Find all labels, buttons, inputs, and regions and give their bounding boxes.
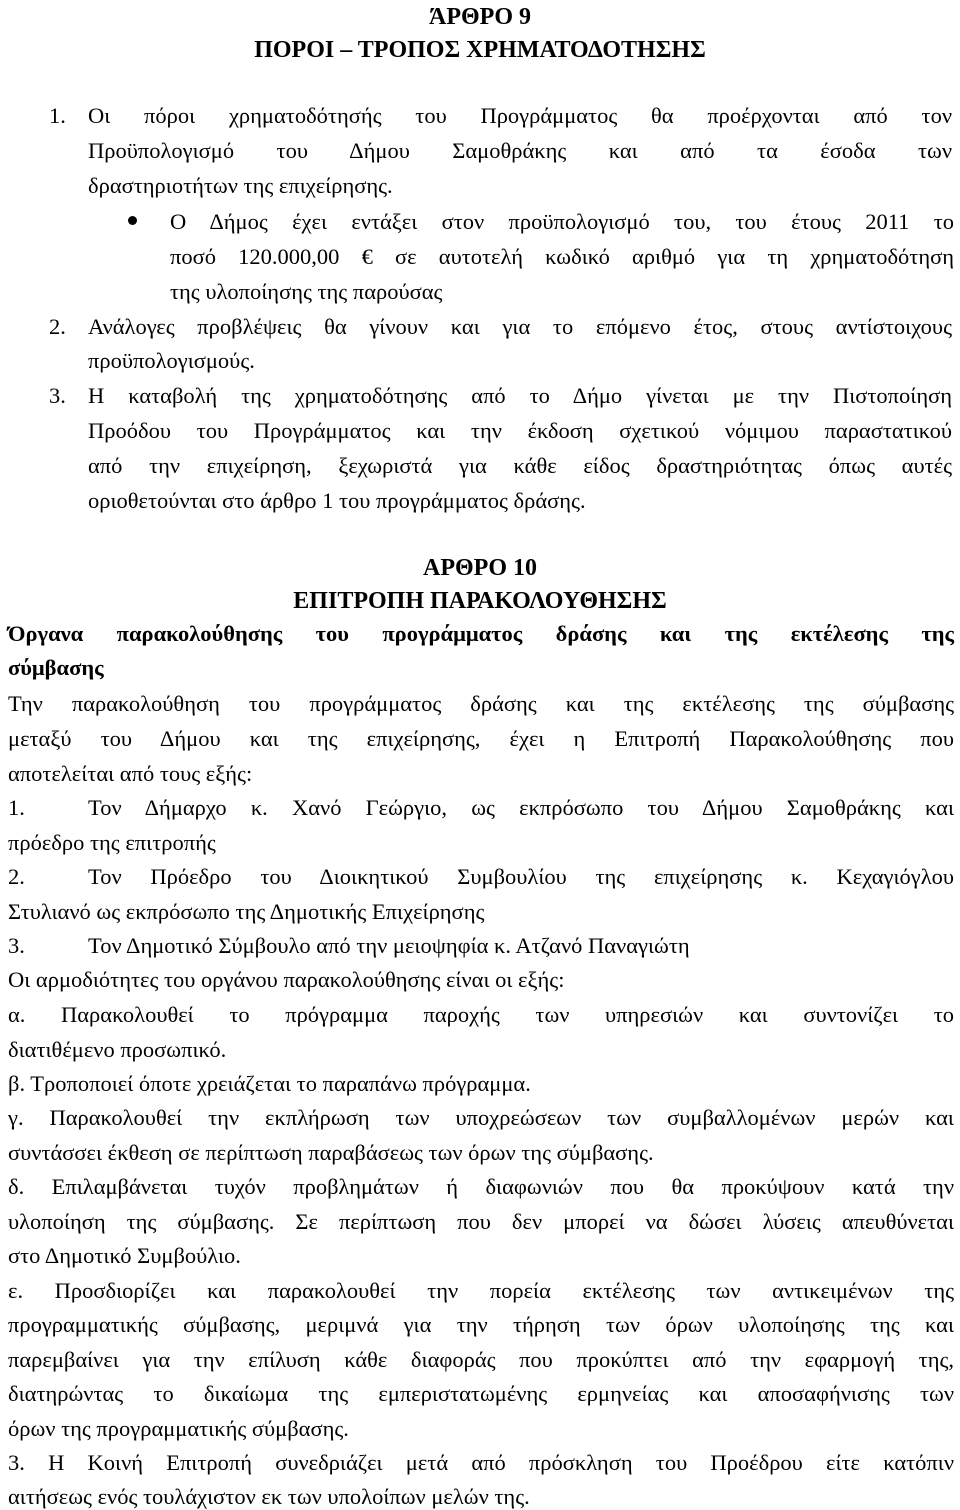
bullet-line: Ο Δήμος έχει εντάξει στον προϋπολογισμό του, του έτους 2011 το bbox=[170, 209, 954, 234]
paragraph-3-final-line: 3. Η Κοινή Επιτροπή συνεδριάζει μετά από πρόσκληση του Προέδρου είτε κατόπιν bbox=[8, 1450, 954, 1475]
bold-section-title: σύμβασης bbox=[8, 655, 104, 680]
bullet-dot-icon bbox=[128, 216, 137, 225]
member-2-line: Στυλιανό ως εκπρόσωπο της Δημοτικής Επιχείρησης bbox=[8, 899, 485, 924]
member-2-number: 2. bbox=[8, 864, 25, 889]
member-1-number: 1. bbox=[8, 795, 25, 820]
duty-e-line: παρεμβαίνει για την επίλυση κάθε διαφοράς που προκύπτει από την εφαρμογή της, bbox=[8, 1347, 954, 1372]
duty-d-line: στο Δημοτικό Συμβούλιο. bbox=[8, 1243, 241, 1268]
duty-d-line: δ. Επιλαμβάνεται τυχόν προβλημάτων ή διαφωνιών που θα προκύψουν κατά την bbox=[8, 1174, 954, 1199]
paragraph-1-line: Προϋπολογισμό του Δήμου Σαμοθράκης και από τα έσοδα των bbox=[88, 138, 952, 163]
paragraph-3-line: οριοθετούνται στο άρθρο 1 του προγράμματος δράσης. bbox=[88, 488, 586, 513]
duties-intro: Οι αρμοδιότητες του οργάνου παρακολούθησης είναι οι εξής: bbox=[8, 967, 565, 992]
duty-e-line: ε. Προσδιορίζει και παρακολουθεί την πορεία εκτέλεσης των αντικειμένων της bbox=[8, 1278, 954, 1303]
article-10-heading: ΑΡΘΡΟ 10 bbox=[423, 555, 537, 581]
bullet-line: της υλοποίησης της παρούσας bbox=[170, 279, 443, 304]
paragraph-2-number: 2. bbox=[49, 314, 66, 339]
bold-section-title: Όργανα παρακολούθησης του προγράμματος δράσης και της εκτέλεσης της bbox=[8, 621, 954, 646]
article-10-subheading: ΕΠΙΤΡΟΠΗ ΠΑΡΑΚΟΛΟΥΘΗΣΗΣ bbox=[293, 588, 667, 614]
paragraph-2-line: Ανάλογες προβλέψεις θα γίνουν και για το επόμενο έτος, στους αντίστοιχους bbox=[88, 314, 952, 339]
paragraph-3-final-line: αιτήσεως ενός τουλάχιστον εκ των υπολοίπων μελών της. bbox=[8, 1484, 530, 1509]
duty-e-line: όρων της προγραμματικής σύμβασης. bbox=[8, 1416, 349, 1441]
paragraph-3-line: από την επιχείρηση, ξεχωριστά για κάθε είδος δραστηριότητας όπως αυτές bbox=[88, 453, 952, 478]
paragraph-2-line: προϋπολογισμούς. bbox=[88, 348, 255, 373]
duty-d-line: υλοποίηση της σύμβασης. Σε περίπτωση που δεν μπορεί να δώσει λύσεις απευθύνεται bbox=[8, 1209, 954, 1234]
paragraph-1-number: 1. bbox=[49, 103, 66, 128]
member-1-line: Τον Δήμαρχο κ. Χανό Γεώργιο, ως εκπρόσωπο του Δήμου Σαμοθράκης και bbox=[88, 795, 954, 820]
duty-g-line: γ. Παρακολουθεί την εκπλήρωση των υποχρεώσεων των συμβαλλομένων μερών και bbox=[8, 1105, 954, 1130]
duty-e-line: διατηρώντας το δικαίωμα της εμπεριστατωμένης ερμηνείας και αποσαφήνισης των bbox=[8, 1381, 954, 1406]
member-3-number: 3. bbox=[8, 933, 25, 958]
paragraph-1-line: δραστηριοτήτων της επιχείρησης. bbox=[88, 173, 393, 198]
intro-line: Την παρακολούθηση του προγράμματος δράσης και της εκτέλεσης της σύμβασης bbox=[8, 691, 954, 716]
duty-e-line: προγραμματικής σύμβασης, μεριμνά για την τήρηση των όρων υλοποίησης της και bbox=[8, 1312, 954, 1337]
paragraph-3-line: Προόδου του Προγράμματος και την έκδοση σχετικού νόμιμου παραστατικού bbox=[88, 418, 952, 443]
duty-a-line: α. Παρακολουθεί το πρόγραμμα παροχής των υπηρεσιών και συντονίζει το bbox=[8, 1002, 954, 1027]
member-2-line: Τον Πρόεδρο του Διοικητικού Συμβουλίου της επιχείρησης κ. Κεχαγιόγλου bbox=[88, 864, 954, 889]
paragraph-3-line: Η καταβολή της χρηματοδότησης από το Δήμο γίνεται με την Πιστοποίηση bbox=[88, 383, 952, 408]
paragraph-3-number: 3. bbox=[49, 383, 66, 408]
article-9-heading: ΆΡΘΡΟ 9 bbox=[429, 4, 531, 30]
duty-b-line: β. Τροποποιεί όποτε χρειάζεται το παραπάνω πρόγραμμα. bbox=[8, 1071, 531, 1096]
bullet-line: ποσό 120.000,00 € σε αυτοτελή κωδικό αριθμό για τη χρηματοδότηση bbox=[170, 244, 954, 269]
article-9-subheading: ΠΟΡΟΙ – ΤΡΟΠΟΣ ΧΡΗΜΑΤΟΔΟΤΗΣΗΣ bbox=[254, 37, 706, 63]
paragraph-1-line: Οι πόροι χρηματοδότησής του Προγράμματος θα προέρχονται από τον bbox=[88, 103, 952, 128]
member-1-line: πρόεδρο της επιτροπής bbox=[8, 830, 216, 855]
intro-line: αποτελείται από τους εξής: bbox=[8, 761, 253, 786]
duty-a-line: διατιθέμενο προσωπικό. bbox=[8, 1037, 227, 1062]
intro-line: μεταξύ του Δήμου και της επιχείρησης, έχει η Επιτροπή Παρακολούθησης που bbox=[8, 726, 954, 751]
member-3-line: Τον Δημοτικό Σύμβουλο από την μειοψηφία κ. Ατζανό Παναγιώτη bbox=[88, 933, 690, 958]
duty-g-line: συντάσσει έκθεση σε περίπτωση παραβάσεως των όρων της σύμβασης. bbox=[8, 1140, 654, 1165]
